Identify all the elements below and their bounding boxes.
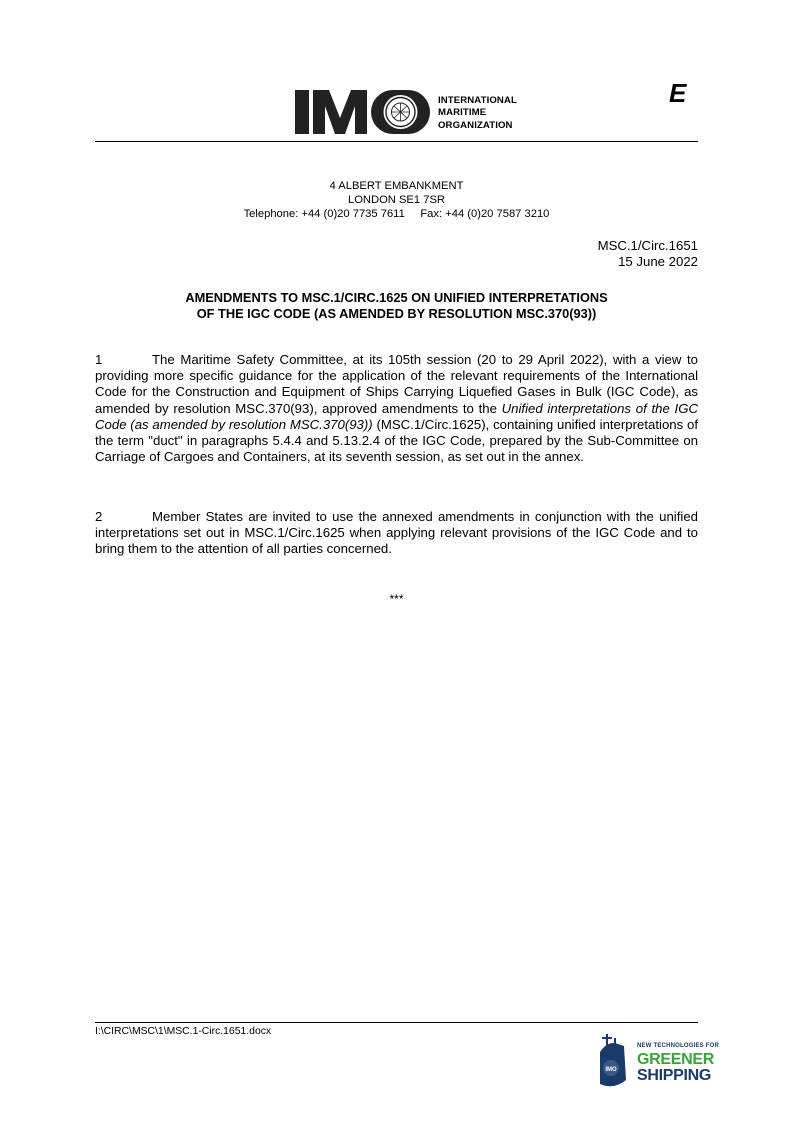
footer-logo-badge: IMO: [605, 1067, 617, 1073]
paragraph-1: [95, 352, 698, 465]
address-block: [95, 179, 698, 221]
footer-logo-greener: GREENER: [637, 1051, 715, 1068]
org-line-2: MARITIME: [438, 107, 487, 119]
footer-rule: [95, 1022, 698, 1023]
title-line-2: OF THE IGC CODE (AS AMENDED BY RESOLUTION MSC.370(93)): [196, 306, 597, 321]
document-title: [95, 290, 698, 322]
language-code: E: [669, 78, 687, 108]
address-line-1: 4 ALBERT EMBANKMENT: [329, 180, 464, 192]
org-line-3: ORGANIZATION: [438, 119, 513, 131]
document-reference: [598, 238, 698, 270]
paragraph-number: 1: [95, 352, 103, 367]
org-line-1: INTERNATIONAL: [438, 95, 517, 106]
paragraph-text: The Maritime Safety Committee, at its 105th session (20 to 29 April 2022), with a view to providing more specific guidance for the application of the relevant requirements of the International Code for the Construction and Equipment of Ships Carrying Liquefied Gases in Bulk (IGC Code), as amended by resolution MSC.370(93), approved amendments to the: [95, 352, 698, 416]
header-rule: [95, 141, 698, 142]
paragraph-italic-title: Unified interpretations of the IGC Code (as amended by resolution MSC.370(93)): [95, 400, 698, 432]
footer-logo-shipping: SHIPPING: [637, 1067, 712, 1084]
file-path: I:\CIRC\MSC\1\MSC.1-Circ.1651.docx: [95, 1026, 272, 1037]
address-line-3: Telephone: +44 (0)20 7735 7611 Fax: +44 (0)20 7587 3210: [243, 208, 550, 220]
organization-name: [438, 95, 517, 132]
address-line-2: LONDON SE1 7SR: [348, 194, 445, 206]
footer-logo-tagline: NEW TECHNOLOGIES FOR: [637, 1043, 719, 1049]
paragraph-text: Member States are invited to use the annexed amendments in conjunction with the unified interpretations set out in MSC.1/Circ.1625 when applying relevant provisions of the IGC Code and to bring them to the attention of all parties concerned.: [95, 509, 698, 557]
imo-logo: [295, 88, 430, 136]
paragraph-text-cont: (MSC.1/Circ.1625), containing unified interpretations of the term "duct" in paragraphs 5.4.4 and 5.13.2.4 of the IGC Code, prepared by the Sub-Committee on Carriage of Cargoes and Containers, at its seventh session, as set out in the annex.: [95, 416, 698, 465]
separator: ***: [389, 592, 404, 606]
document-date: 15 June 2022: [618, 254, 698, 269]
document-number: MSC.1/Circ.1651: [597, 238, 698, 253]
paragraph-number: 2: [95, 509, 103, 524]
paragraph-2: [95, 509, 698, 558]
title-line-1: AMENDMENTS TO MSC.1/CIRC.1625 ON UNIFIED INTERPRETATIONS: [185, 290, 608, 305]
